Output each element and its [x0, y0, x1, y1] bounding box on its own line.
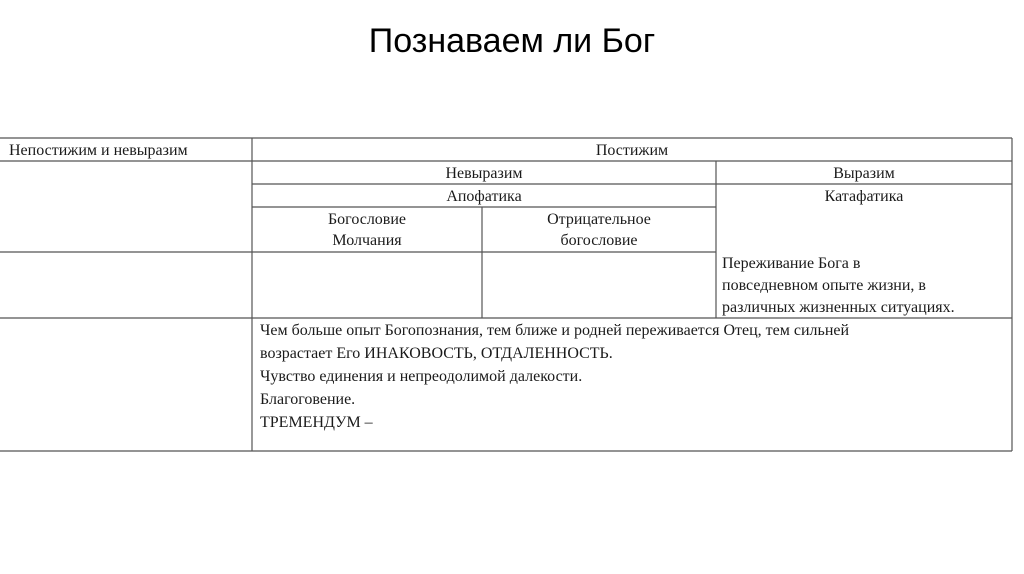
cell-negative-theology-2: богословие [560, 232, 638, 249]
cell-apophatic: Апофатика [446, 188, 522, 205]
note-line-3: Чувство единения и непреодолимой далекости. [260, 368, 583, 385]
slide-title: Познаваем ли Бог [368, 22, 656, 60]
cell-comprehensible: Постижим [595, 142, 669, 159]
cell-incomprehensible: Непостижим и невыразим [9, 142, 188, 159]
note-line-2: возрастает Его ИНАКОВОСТЬ, ОТДАЛЕННОСТЬ. [260, 345, 613, 362]
cell-inexpressible: Невыразим [445, 165, 523, 182]
cell-expressible: Выразим [833, 165, 895, 182]
experience-line-3: различных жизненных ситуациях. [722, 299, 955, 316]
note-line-5: ТРЕМЕНДУМ – [260, 414, 373, 431]
cell-negative-theology-1: Отрицательное [547, 211, 651, 228]
cell-theology-of-silence-2: Молчания [332, 232, 402, 249]
note-line-4: Благоговение. [260, 391, 356, 408]
experience-line-1: Переживание Бога в [722, 255, 861, 272]
cell-theology-of-silence-1: Богословие [327, 211, 407, 228]
note-line-1: Чем больше опыт Богопознания, тем ближе и родней переживается Отец, тем сильней [260, 322, 850, 339]
experience-line-2: повседневном опыте жизни, в [722, 277, 926, 294]
cell-cataphatic: Катафатика [824, 188, 904, 205]
